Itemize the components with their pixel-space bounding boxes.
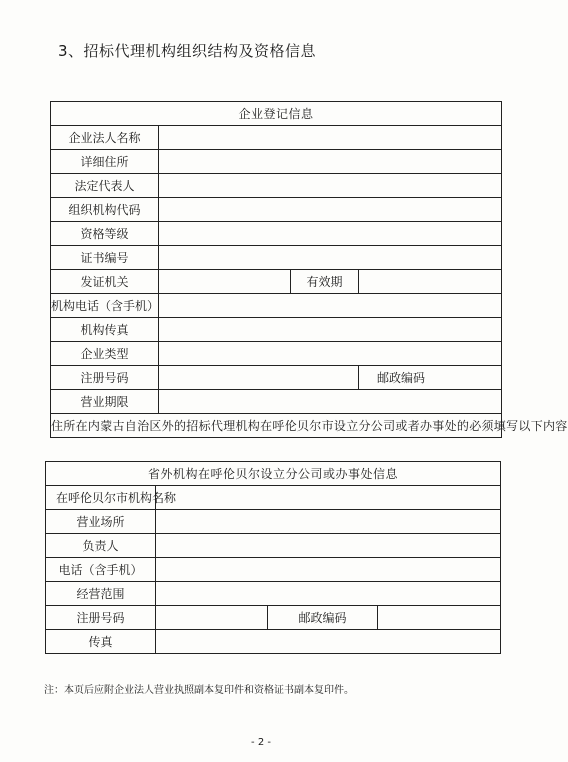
business-scope-label: 经营范围	[46, 582, 156, 606]
legal-rep-label: 法定代表人	[51, 174, 159, 198]
fax-field[interactable]	[159, 318, 502, 342]
fax-label: 机构传真	[51, 318, 159, 342]
legal-name-field[interactable]	[159, 126, 502, 150]
qualification-level-field[interactable]	[159, 222, 502, 246]
phone-label: 机构电话（含手机）	[51, 294, 159, 318]
business-term-label: 营业期限	[51, 390, 159, 414]
certificate-no-label: 证书编号	[51, 246, 159, 270]
issuing-authority-label: 发证机关	[51, 270, 159, 294]
legal-name-label: 企业法人名称	[51, 126, 159, 150]
section-heading: 3、招标代理机构组织结构及资格信息	[58, 42, 317, 60]
branch-org-name-label: 在呼伦贝尔市机构名称	[46, 486, 156, 510]
branch-org-name-field[interactable]	[156, 486, 501, 510]
registration-section-title: 企业登记信息	[51, 102, 502, 126]
address-field[interactable]	[159, 150, 502, 174]
qualification-level-label: 资格等级	[51, 222, 159, 246]
branch-postal-code-label: 邮政编码	[268, 606, 378, 630]
certificate-no-field[interactable]	[159, 246, 502, 270]
branch-section-title: 省外机构在呼伦贝尔设立分公司或办事处信息	[46, 462, 501, 486]
business-place-label: 营业场所	[46, 510, 156, 534]
registration-no-label: 注册号码	[51, 366, 159, 390]
phone-field[interactable]	[159, 294, 502, 318]
legal-rep-field[interactable]	[159, 174, 502, 198]
person-in-charge-field[interactable]	[156, 534, 501, 558]
address-label: 详细住所	[51, 150, 159, 174]
registration-no-field[interactable]	[159, 366, 359, 390]
branch-phone-field[interactable]	[156, 558, 501, 582]
validity-period-field[interactable]	[359, 270, 502, 294]
branch-table	[45, 461, 501, 654]
business-term-field[interactable]	[159, 390, 502, 414]
enterprise-type-field[interactable]	[159, 342, 502, 366]
page-number: - 2 -	[251, 737, 271, 748]
person-in-charge-label: 负责人	[46, 534, 156, 558]
org-code-label: 组织机构代码	[51, 198, 159, 222]
enterprise-type-label: 企业类型	[51, 342, 159, 366]
validity-period-label: 有效期	[291, 270, 359, 294]
branch-fax-field[interactable]	[156, 630, 501, 654]
business-place-field[interactable]	[156, 510, 501, 534]
branch-registration-no-field[interactable]	[156, 606, 268, 630]
branch-fax-label: 传真	[46, 630, 156, 654]
branch-instruction: 住所在内蒙古自治区外的招标代理机构在呼伦贝尔市设立分公司或者办事处的必须填写以下内容	[51, 414, 502, 438]
footnote: 注：本页后应附企业法人营业执照副本复印件和资格证书副本复印件。	[44, 685, 354, 696]
branch-postal-code-field[interactable]	[378, 606, 501, 630]
branch-phone-label: 电话（含手机）	[46, 558, 156, 582]
issuing-authority-field[interactable]	[159, 270, 291, 294]
branch-registration-no-label: 注册号码	[46, 606, 156, 630]
business-scope-field[interactable]	[156, 582, 501, 606]
registration-table	[50, 101, 568, 438]
org-code-field[interactable]	[159, 198, 502, 222]
postal-code-label: 邮政编码	[359, 366, 502, 390]
